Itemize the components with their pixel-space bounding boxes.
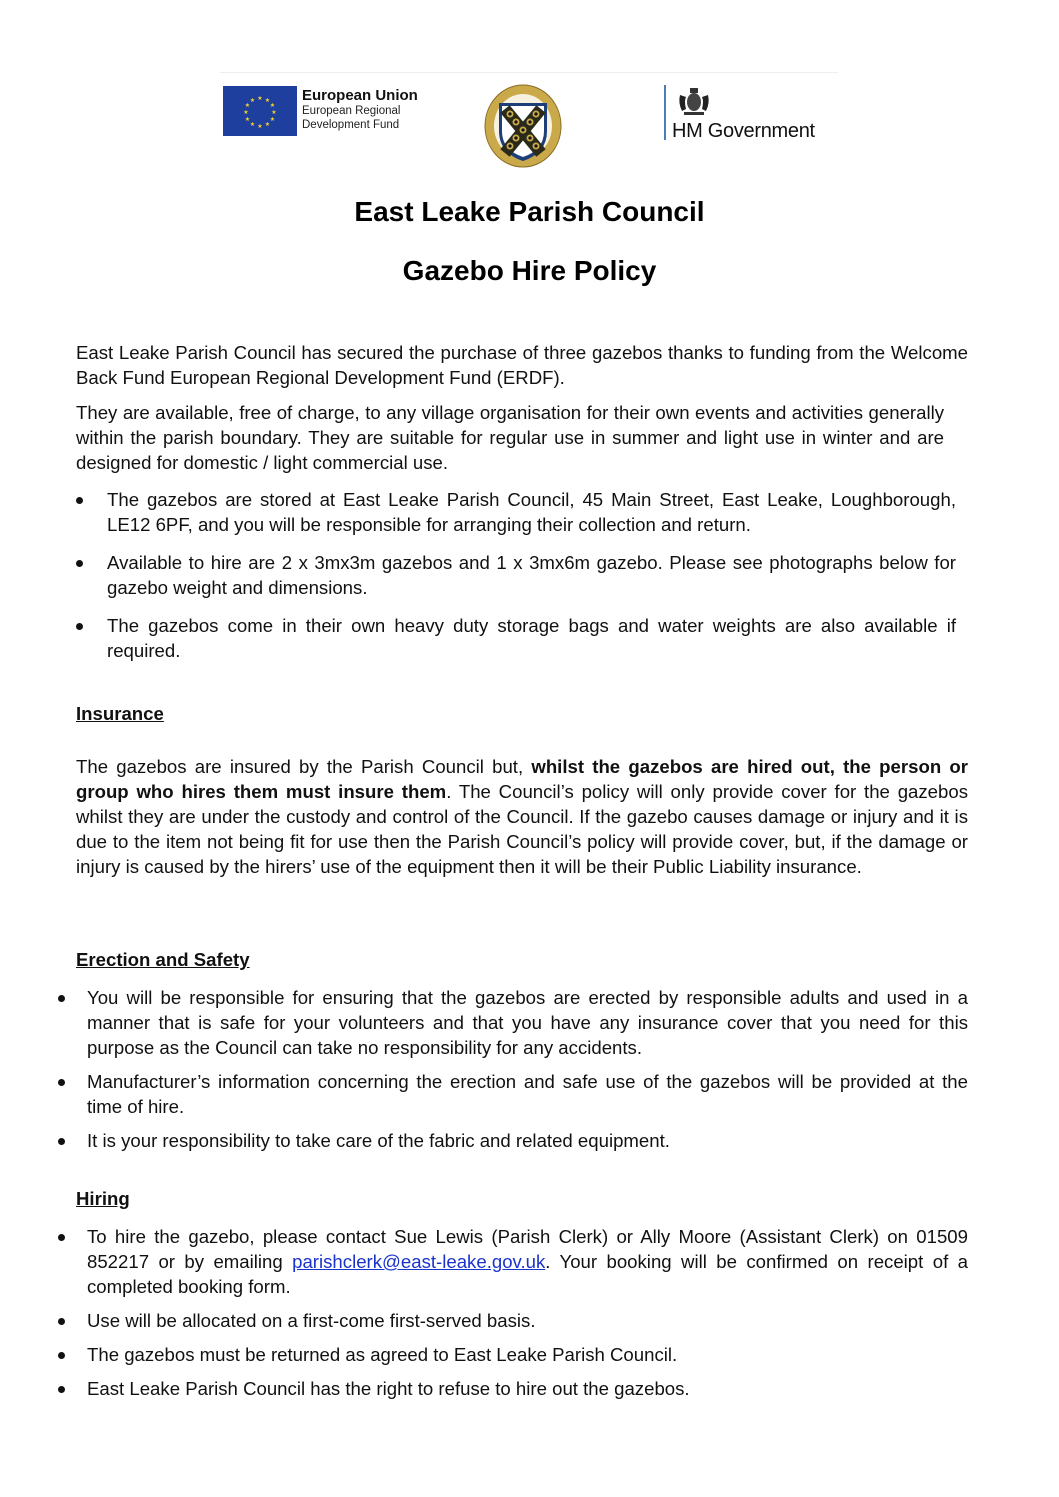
insurance-emphasis: whilst the gazebos are hired out, the person or group who hires them must insure them <box>76 756 968 802</box>
intro-bullet-list <box>76 487 956 663</box>
hmg-logo-text: HM Government <box>672 120 815 142</box>
svg-text:★: ★ <box>257 123 263 130</box>
bullet-icon <box>76 623 83 630</box>
logo-bar <box>220 72 838 169</box>
bullet-icon <box>58 1352 65 1359</box>
list-item: Available to hire are 2 x 3mx3m gazebos and 1 x 3mx6m gazebo. Please see photographs below for gazebo weight and dimensions. <box>76 550 956 600</box>
eu-logo-title: European Union <box>302 87 418 104</box>
bullet-icon <box>58 1386 65 1393</box>
list-item: East Leake Parish Council has the right to refuse to hire out the gazebos. <box>55 1376 968 1401</box>
list-item: The gazebos must be returned as agreed to East Leake Parish Council. <box>55 1342 968 1367</box>
list-item: You will be responsible for ensuring that the gazebos are erected by responsible adults and used in a manner that is safe for your volunteers and that you have any insurance cover that you need for this purpose as the Council can take no responsibility for any accidents. <box>55 985 968 1060</box>
svg-text:★: ★ <box>264 97 271 104</box>
list-item: Use will be allocated on a first-come first-served basis. <box>55 1308 968 1333</box>
document-subtitle: Gazebo Hire Policy <box>402 255 657 286</box>
intro-paragraph-2: They are available, free of charge, to any village organisation for their own events and activities generally within the parish boundary. They are suitable for regular use in summer and light use in winter and are designed for domestic / light commercial use. <box>76 402 944 473</box>
bullet-icon <box>58 1234 65 1241</box>
insurance-heading: Insurance <box>76 703 164 724</box>
bullet-icon <box>58 995 65 1002</box>
svg-text:★: ★ <box>269 102 276 109</box>
bullet-icon <box>58 1079 65 1086</box>
hiring-bullet-list <box>55 1224 968 1401</box>
bullet-icon <box>58 1318 65 1325</box>
hmg-divider <box>664 85 666 140</box>
bullet-icon <box>76 497 83 504</box>
list-item: To hire the gazebo, please contact Sue Lewis (Parish Clerk) or Ally Moore (Assistant Clerk) on 01509 852217 or by emailing parishclerk@east-leake.gov.uk. Your booking will be confirmed on receipt of a completed booking form. <box>55 1224 968 1299</box>
list-item: It is your responsibility to take care of the fabric and related equipment. <box>55 1128 968 1153</box>
erection-bullet-list <box>55 985 968 1153</box>
eu-logo-line1: European Regional <box>302 105 401 117</box>
list-item: Manufacturer’s information concerning the erection and safe use of the gazebos will be provided at the time of hire. <box>55 1069 968 1119</box>
svg-text:★: ★ <box>244 102 251 109</box>
eu-logo-line2: Development Fund <box>302 119 400 131</box>
royal-arms-icon <box>676 85 712 117</box>
hiring-heading: Hiring <box>76 1188 130 1209</box>
intro-paragraph-1: East Leake Parish Council has secured the purchase of three gazebos thanks to funding from the Welcome Back Fund European Regional Development Fund (ERDF). <box>76 342 968 388</box>
svg-text:★: ★ <box>249 121 256 128</box>
svg-text:★: ★ <box>271 109 277 116</box>
erection-safety-heading: Erection and Safety <box>76 949 250 970</box>
document-title: East Leake Parish Council <box>354 196 705 227</box>
svg-text:★: ★ <box>244 116 251 123</box>
bullet-icon <box>58 1138 65 1145</box>
list-item: The gazebos are stored at East Leake Parish Council, 45 Main Street, East Leake, Loughborough, LE12 6PF, and you will be responsible for arranging their collection and return. <box>76 487 956 537</box>
list-item: The gazebos come in their own heavy duty storage bags and water weights are also available if required. <box>76 613 956 663</box>
insurance-paragraph: The gazebos are insured by the Parish Council but, whilst the gazebos are hired out, the person or group who hires them must insure them. The Council’s policy will only provide cover for the gazebos whilst they are under the custody and control of the Council. If the gazebo causes damage or injury and it is due to the item not being fit for use then the Parish Council’s policy will provide cover, but, if the damage or injury is caused by the hirers’ use of the equipment then it will be their Public Liability insurance. <box>76 756 968 877</box>
eu-erdf-logo <box>223 86 418 136</box>
svg-text:★: ★ <box>269 116 276 123</box>
svg-text:★: ★ <box>264 121 271 128</box>
eu-flag-icon <box>223 86 297 136</box>
email-link[interactable]: parishclerk@east-leake.gov.uk <box>292 1251 546 1272</box>
bullet-icon <box>76 560 83 567</box>
parish-crest-logo <box>483 83 563 169</box>
svg-text:★: ★ <box>249 97 256 104</box>
svg-text:★: ★ <box>257 95 263 102</box>
svg-text:★: ★ <box>243 109 249 116</box>
